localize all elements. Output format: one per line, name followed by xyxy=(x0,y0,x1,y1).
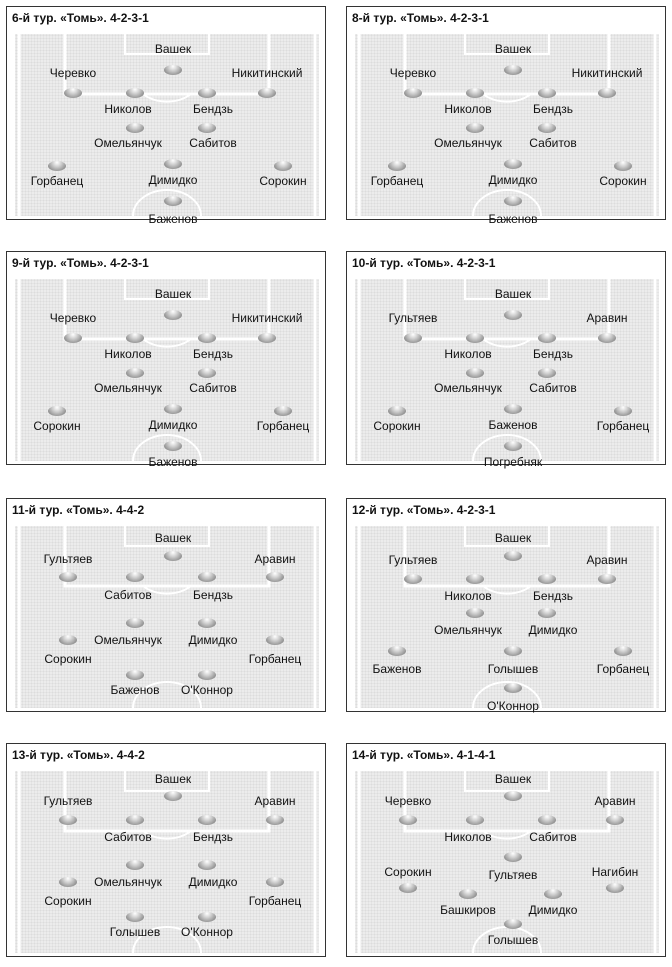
player-marker xyxy=(404,574,422,584)
player-marker xyxy=(466,608,484,618)
player-marker xyxy=(598,574,616,584)
player-marker xyxy=(538,574,556,584)
player-name: Николов xyxy=(444,589,492,603)
player-marker xyxy=(538,815,556,825)
player-name: Гультяев xyxy=(43,794,93,808)
player-marker xyxy=(126,368,144,378)
player-name: Черевко xyxy=(49,311,97,325)
player-marker xyxy=(198,815,216,825)
player-marker xyxy=(64,88,82,98)
player-name: Горбанец xyxy=(248,894,302,908)
player-name: Бендзь xyxy=(533,102,573,116)
player-marker xyxy=(504,65,522,75)
player-marker xyxy=(606,815,624,825)
player-marker xyxy=(466,368,484,378)
lineup-title: 6-й тур. «Томь». 4-2-3-1 xyxy=(12,11,149,25)
player-name: Димидко xyxy=(148,173,198,187)
football-pitch xyxy=(15,279,319,461)
lineup-title: 10-й тур. «Томь». 4-2-3-1 xyxy=(352,256,496,270)
lineup-card xyxy=(6,251,326,469)
player-name: Гультяев xyxy=(488,868,538,882)
player-name: Баженов xyxy=(372,662,422,676)
player-marker xyxy=(198,572,216,582)
player-marker xyxy=(504,791,522,801)
player-name: Баженов xyxy=(110,683,160,697)
lineup-card xyxy=(6,6,326,226)
player-marker xyxy=(198,860,216,870)
player-name: Горбанец xyxy=(256,419,310,433)
player-name: О'Коннор xyxy=(181,925,233,939)
player-name: Сорокин xyxy=(373,419,421,433)
player-marker xyxy=(404,333,422,343)
player-name: Вашек xyxy=(154,287,192,301)
lineup-title: 14-й тур. «Томь». 4-1-4-1 xyxy=(352,748,496,762)
player-name: Омельянчук xyxy=(434,136,502,150)
player-marker xyxy=(126,333,144,343)
player-name: Горбанец xyxy=(30,174,84,188)
player-name: Омельянчук xyxy=(434,623,502,637)
player-name: Димидко xyxy=(148,418,198,432)
player-name: Сабитов xyxy=(529,830,577,844)
player-marker xyxy=(59,877,77,887)
player-marker xyxy=(538,333,556,343)
player-name: Сорокин xyxy=(33,419,81,433)
player-marker xyxy=(198,618,216,628)
player-name: Баженов xyxy=(148,455,198,469)
player-name: Баженов xyxy=(488,212,538,226)
player-name: Бендзь xyxy=(193,347,233,361)
player-name: Вашек xyxy=(494,772,532,786)
player-marker xyxy=(266,815,284,825)
player-marker xyxy=(126,815,144,825)
football-pitch xyxy=(355,34,659,216)
player-marker xyxy=(504,551,522,561)
player-marker xyxy=(48,161,66,171)
player-name: Сорокин xyxy=(599,174,647,188)
player-marker xyxy=(466,574,484,584)
player-marker xyxy=(274,161,292,171)
player-name: Гультяев xyxy=(388,311,438,325)
pitch-markings xyxy=(355,34,659,216)
player-marker xyxy=(504,196,522,206)
player-name: Никитинский xyxy=(231,66,303,80)
player-marker xyxy=(164,196,182,206)
player-marker xyxy=(198,88,216,98)
player-marker xyxy=(399,883,417,893)
player-name: О'Коннор xyxy=(487,699,539,713)
player-name: О'Коннор xyxy=(181,683,233,697)
player-marker xyxy=(164,310,182,320)
lineup-title: 12-й тур. «Томь». 4-2-3-1 xyxy=(352,503,496,517)
player-name: Черевко xyxy=(389,66,437,80)
player-marker xyxy=(64,333,82,343)
player-name: Вашек xyxy=(154,772,192,786)
lineup-card xyxy=(346,743,666,957)
player-marker xyxy=(126,860,144,870)
pitch-markings xyxy=(15,34,319,216)
player-marker xyxy=(399,815,417,825)
football-pitch xyxy=(15,34,319,216)
player-marker xyxy=(164,791,182,801)
player-marker xyxy=(466,88,484,98)
player-marker xyxy=(538,608,556,618)
player-name: Баженов xyxy=(148,212,198,226)
player-name: Бендзь xyxy=(193,102,233,116)
player-name: Никитинский xyxy=(571,66,643,80)
player-name: Горбанец xyxy=(596,662,650,676)
lineup-title: 9-й тур. «Томь». 4-2-3-1 xyxy=(12,256,149,270)
player-name: Вашек xyxy=(494,531,532,545)
player-name: Сорокин xyxy=(44,652,92,666)
lineup-card xyxy=(346,251,666,469)
player-name: Аравин xyxy=(254,794,296,808)
player-name: Сабитов xyxy=(529,136,577,150)
player-name: Бендзь xyxy=(193,830,233,844)
player-name: Сабитов xyxy=(529,381,577,395)
player-name: Николов xyxy=(444,102,492,116)
player-marker xyxy=(388,406,406,416)
player-marker xyxy=(504,852,522,862)
player-marker xyxy=(198,123,216,133)
player-name: Димидко xyxy=(488,173,538,187)
player-marker xyxy=(126,572,144,582)
player-name: Омельянчук xyxy=(434,381,502,395)
player-name: Омельянчук xyxy=(94,136,162,150)
player-marker xyxy=(504,683,522,693)
lineup-card xyxy=(346,6,666,226)
player-marker xyxy=(598,88,616,98)
player-marker xyxy=(544,889,562,899)
player-name: Бендзь xyxy=(193,588,233,602)
player-name: Черевко xyxy=(384,794,432,808)
player-marker xyxy=(466,333,484,343)
player-marker xyxy=(459,889,477,899)
player-name: Сорокин xyxy=(259,174,307,188)
player-name: Омельянчук xyxy=(94,633,162,647)
player-name: Горбанец xyxy=(370,174,424,188)
player-name: Голышев xyxy=(109,925,161,939)
player-marker xyxy=(388,646,406,656)
player-name: Гультяев xyxy=(43,552,93,566)
player-name: Димидко xyxy=(188,875,238,889)
pitch-markings xyxy=(15,279,319,461)
player-marker xyxy=(198,670,216,680)
player-marker xyxy=(504,404,522,414)
player-name: Горбанец xyxy=(596,419,650,433)
player-marker xyxy=(504,919,522,929)
lineup-title: 13-й тур. «Томь». 4-4-2 xyxy=(12,748,145,762)
player-marker xyxy=(504,310,522,320)
player-name: Вашек xyxy=(494,42,532,56)
player-name: Голышев xyxy=(487,662,539,676)
player-name: Николов xyxy=(444,347,492,361)
lineup-card xyxy=(6,743,326,957)
player-name: Сорокин xyxy=(44,894,92,908)
player-name: Николов xyxy=(104,347,152,361)
player-marker xyxy=(48,406,66,416)
player-name: Баженов xyxy=(488,418,538,432)
player-name: Башкиров xyxy=(440,903,496,917)
lineup-title: 11-й тур. «Томь». 4-4-2 xyxy=(12,503,145,517)
player-marker xyxy=(266,635,284,645)
player-name: Бендзь xyxy=(533,589,573,603)
player-name: Бендзь xyxy=(533,347,573,361)
football-pitch xyxy=(355,279,659,461)
player-name: Нагибин xyxy=(591,865,639,879)
player-name: Аравин xyxy=(586,553,628,567)
player-name: Димидко xyxy=(528,623,578,637)
player-marker xyxy=(614,406,632,416)
player-marker xyxy=(126,88,144,98)
lineup-title: 8-й тур. «Томь». 4-2-3-1 xyxy=(352,11,489,25)
player-marker xyxy=(258,88,276,98)
player-name: Вашек xyxy=(154,531,192,545)
player-marker xyxy=(198,368,216,378)
player-marker xyxy=(164,159,182,169)
player-marker xyxy=(538,123,556,133)
player-marker xyxy=(126,912,144,922)
pitch-markings xyxy=(355,279,659,461)
player-name: Аравин xyxy=(586,311,628,325)
player-marker xyxy=(504,646,522,656)
player-marker xyxy=(504,441,522,451)
player-marker xyxy=(466,123,484,133)
player-marker xyxy=(538,368,556,378)
player-marker xyxy=(198,912,216,922)
player-name: Сабитов xyxy=(189,136,237,150)
player-marker xyxy=(126,670,144,680)
player-name: Омельянчук xyxy=(94,381,162,395)
player-marker xyxy=(164,441,182,451)
player-marker xyxy=(598,333,616,343)
player-marker xyxy=(266,877,284,887)
player-name: Вашек xyxy=(494,287,532,301)
player-name: Сабитов xyxy=(189,381,237,395)
player-name: Сабитов xyxy=(104,588,152,602)
player-marker xyxy=(164,65,182,75)
lineup-card xyxy=(346,498,666,712)
player-marker xyxy=(59,572,77,582)
player-name: Димидко xyxy=(528,903,578,917)
player-marker xyxy=(126,618,144,628)
player-name: Погребняк xyxy=(483,455,543,469)
player-name: Гультяев xyxy=(388,553,438,567)
player-name: Черевко xyxy=(49,66,97,80)
player-marker xyxy=(466,815,484,825)
player-marker xyxy=(388,161,406,171)
player-name: Николов xyxy=(444,830,492,844)
player-name: Аравин xyxy=(254,552,296,566)
player-name: Николов xyxy=(104,102,152,116)
player-marker xyxy=(614,161,632,171)
player-marker xyxy=(164,551,182,561)
player-marker xyxy=(606,883,624,893)
player-marker xyxy=(266,572,284,582)
player-marker xyxy=(198,333,216,343)
player-name: Голышев xyxy=(487,933,539,947)
player-marker xyxy=(164,404,182,414)
player-name: Сорокин xyxy=(384,865,432,879)
player-name: Димидко xyxy=(188,633,238,647)
player-name: Вашек xyxy=(154,42,192,56)
player-marker xyxy=(404,88,422,98)
player-marker xyxy=(538,88,556,98)
player-name: Аравин xyxy=(594,794,636,808)
player-marker xyxy=(59,635,77,645)
player-name: Сабитов xyxy=(104,830,152,844)
lineup-card xyxy=(6,498,326,712)
player-marker xyxy=(504,159,522,169)
player-marker xyxy=(126,123,144,133)
player-marker xyxy=(614,646,632,656)
player-name: Никитинский xyxy=(231,311,303,325)
player-marker xyxy=(274,406,292,416)
player-marker xyxy=(59,815,77,825)
player-name: Омельянчук xyxy=(94,875,162,889)
player-marker xyxy=(258,333,276,343)
player-name: Горбанец xyxy=(248,652,302,666)
